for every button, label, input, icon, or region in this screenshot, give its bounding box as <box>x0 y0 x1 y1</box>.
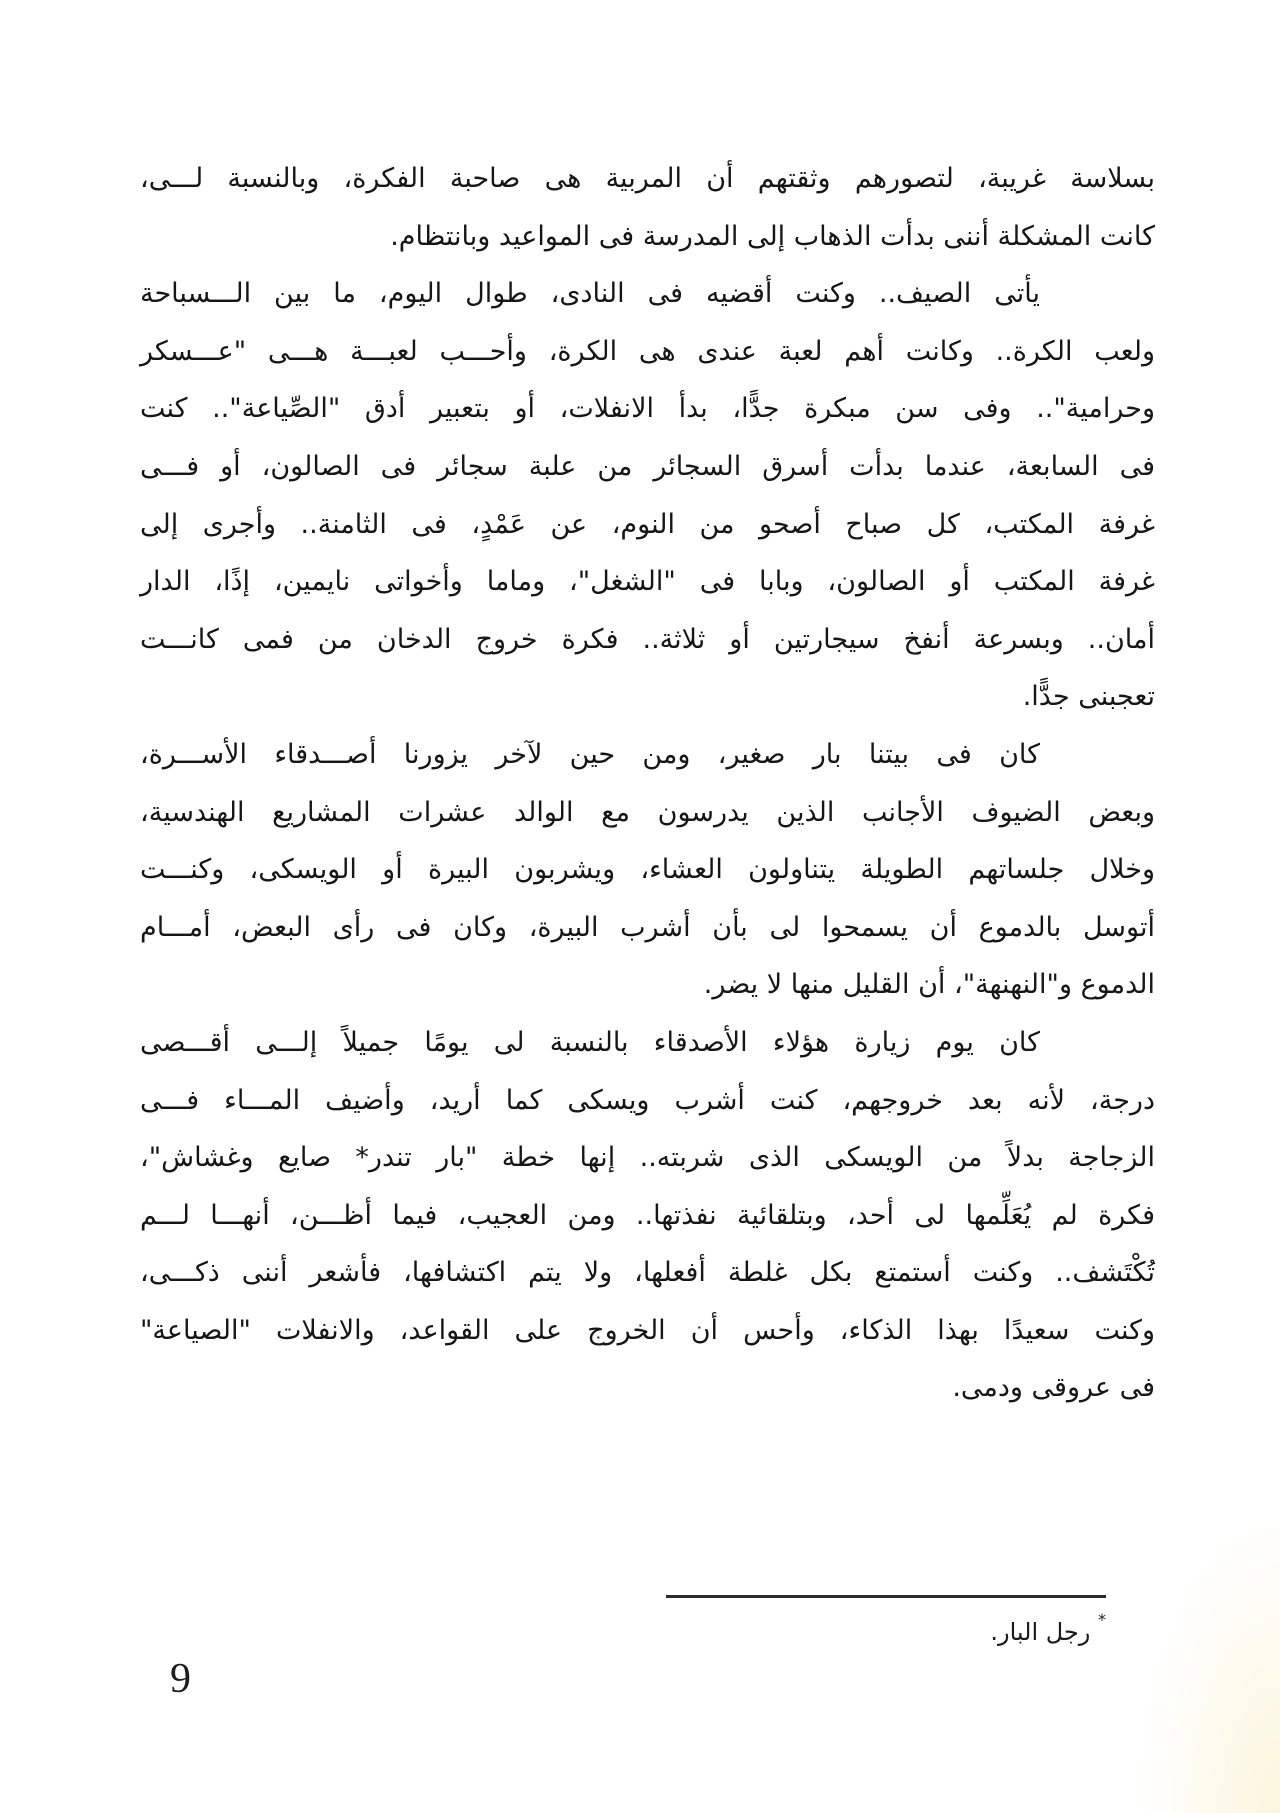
text-line: تعجبنى جدًّا. <box>1022 681 1155 713</box>
text-line: أمان.. وبسرعة أنفخ سيجارتين أو ثلاثة.. فكرة خروج الدخان من فمى كانـــت <box>140 623 1155 655</box>
footnote-separator-rule <box>666 1595 1106 1598</box>
text-line: درجة، لأنه بعد خروجهم، كنت أشرب ويسكى كما أريد، وأضيف المـــاء فـــى <box>140 1084 1155 1116</box>
footnote-text: رجل البار. <box>990 1618 1091 1646</box>
text-line: غرفة المكتب، كل صباح أصحو من النوم، عن عَمْدٍ، فى الثامنة.. وأجرى إلى <box>140 508 1155 540</box>
text-line: وحرامية".. وفى سن مبكرة جدًّا، بدأ الانفلات، أو بتعبير أدق "الصِّياعة".. كنت <box>140 393 1155 425</box>
text-line: تُكْتَشف.. وكنت أستمتع بكل غلطة أفعلها، ولا يتم اكتشافها، فأشعر أننى ذكـــى، <box>140 1257 1155 1289</box>
text-line: فى عروقى ودمى. <box>952 1372 1155 1404</box>
text-line: غرفة المكتب أو الصالون، وبابا فى "الشغل"، وماما وأخواتى نايمين، إذًا، الدار <box>140 566 1155 598</box>
text-line: ولعب الكرة.. وكانت أهم لعبة عندى هى الكرة، وأحـــب لعبـــة هـــى "عـــسكر <box>140 335 1155 367</box>
text-line: أتوسل بالدموع أن يسمحوا لى بأن أشرب البيرة، وكان فى رأى البعض، أمـــام <box>140 911 1155 943</box>
text-line: كانت المشكلة أننى بدأت الذهاب إلى المدرسة فى المواعيد وبانتظام. <box>390 220 1155 252</box>
text-line: يأتى الصيف.. وكنت أقضيه فى النادى، طوال اليوم، ما بين الـــسباحة <box>140 278 1040 310</box>
text-line: الدموع و"النهنهة"، أن القليل منها لا يضر. <box>703 969 1155 1001</box>
text-line: وكنت سعيدًا بهذا الذكاء، وأحس أن الخروج على القواعد، والانفلات "الصياعة" <box>140 1314 1155 1346</box>
footnote <box>990 1612 1106 1652</box>
text-line: بسلاسة غريبة، لتصورهم وثقتهم أن المربية هى صاحبة الفكرة، وبالنسبة لـــى، <box>140 163 1155 194</box>
text-line: كان فى بيتنا بار صغير، ومن حين لآخر يزورنا أصـــدقاء الأســـرة، <box>140 738 1040 770</box>
text-line: وخلال جلساتهم الطويلة يتناولون العشاء، ويشربون البيرة أو الويسكى، وكنـــت <box>140 854 1155 886</box>
scan-corner-tint <box>1140 1513 1280 1813</box>
text-line: الزجاجة بدلاً من الويسكى الذى شربته.. إنها خطة "بار تندر* صايع وغشاش"، <box>140 1142 1155 1174</box>
body-text <box>140 150 1155 1417</box>
text-line: فكرة لم يُعَلِّمها لى أحد، وبتلقائية نفذتها.. ومن العجيب، فيما أظـــن، أنهـــا لـــم <box>140 1199 1155 1231</box>
text-line: وبعض الضيوف الأجانب الذين يدرسون مع الوالد عشرات المشاريع الهندسية، <box>140 796 1155 828</box>
text-line: كان يوم زيارة هؤلاء الأصدقاء بالنسبة لى يومًا جميلاً إلـــى أقـــصى <box>140 1026 1040 1058</box>
footnote-marker: * <box>1098 1610 1106 1629</box>
text-line: فى السابعة، عندما بدأت أسرق السجائر من علبة سجائر فى الصالون، أو فـــى <box>140 450 1155 482</box>
page-number: 9 <box>170 1656 191 1702</box>
